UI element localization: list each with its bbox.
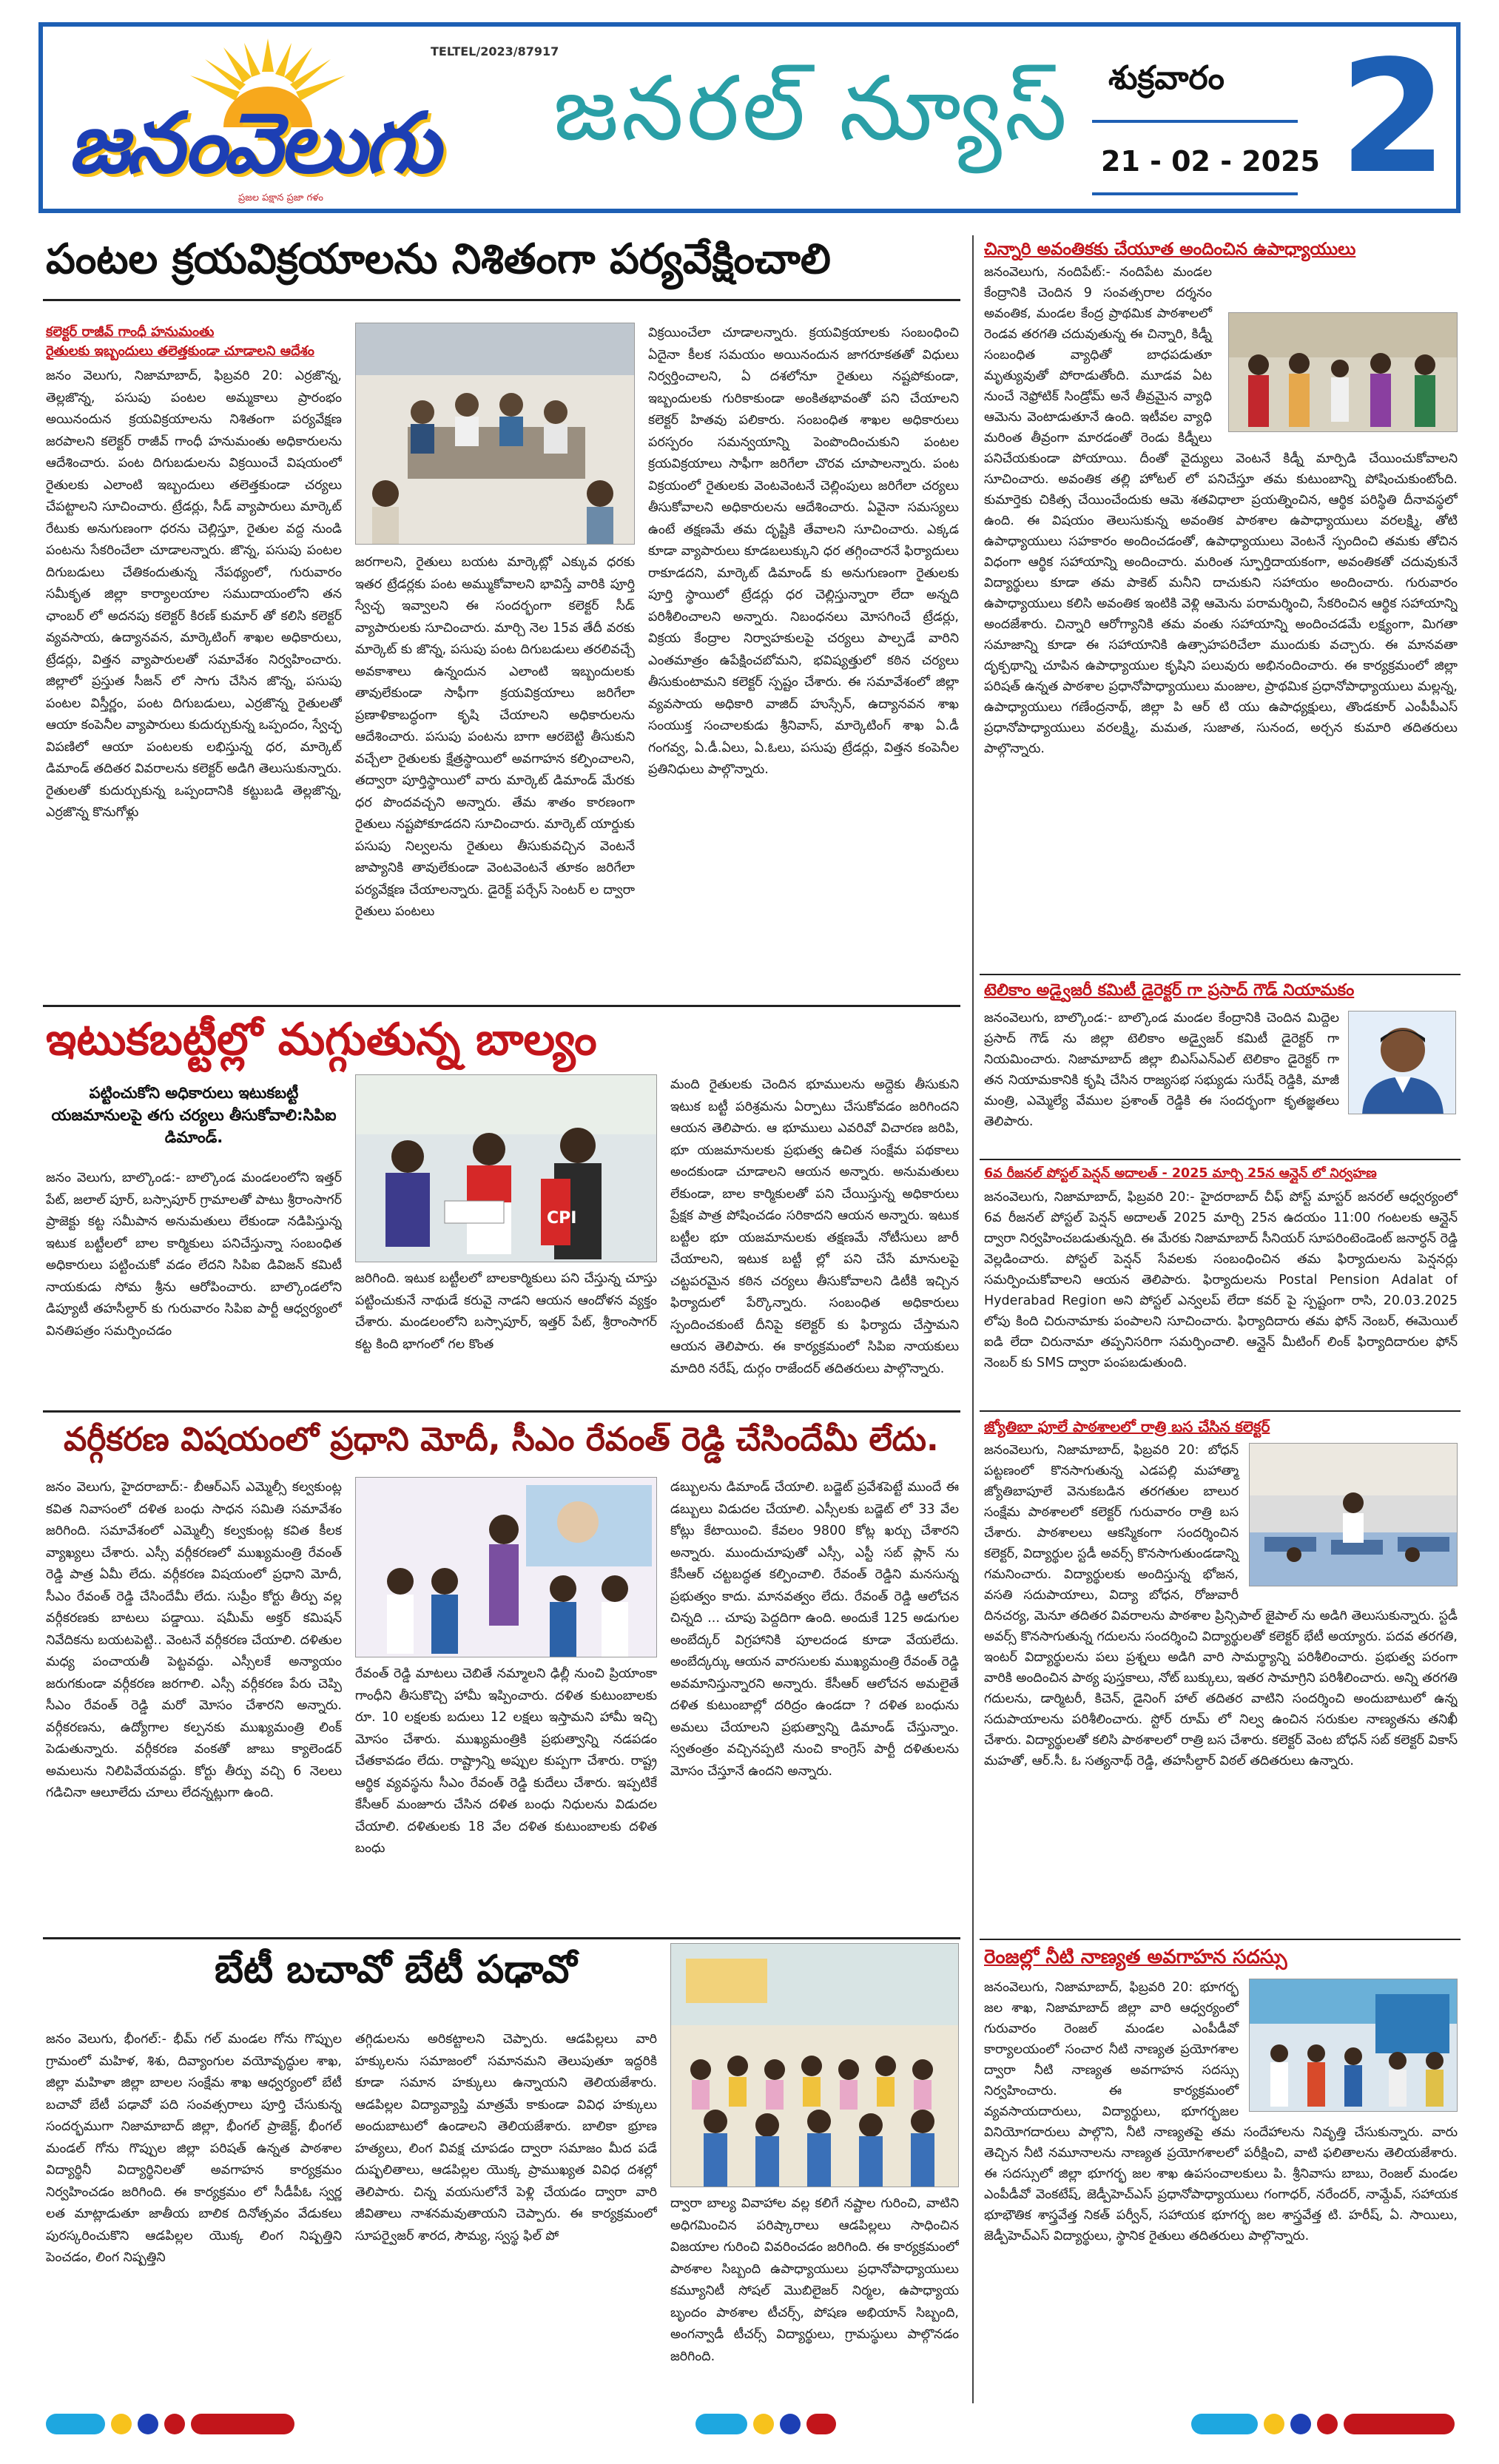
footer-dot [753, 2414, 774, 2434]
article-headline: చిన్నారి అవంతికకు చేయూత అందించిన ఉపాధ్యాయులు [984, 240, 1356, 259]
footer-bar [1191, 2414, 1258, 2434]
footer-dot [1317, 2414, 1338, 2434]
registration-number: TELTEL/2023/87917 [431, 44, 559, 58]
article-subheadline: రైతులకు ఇబ్బందులు తలెత్తకుండా చూడాలని ఆదేశం [46, 343, 314, 359]
divider [980, 1939, 1461, 1940]
article-headline: జ్యోతిబా ఫూలే పాఠశాలలో రాత్రి బస చేసిన కలెక్టర్ [984, 1418, 1270, 1435]
article-headline: వర్గీకరణ విషయంలో ప్రధాని మోదీ, సీఎం రేవంత్ రెడ్డి చేసిందేమీ లేదు. [64, 1421, 939, 1458]
article-body: జరగాలని, రైతులు బయట మార్కెట్లో ఎక్కువ ధరకు ఇతర ట్రేడర్లకు పంట అమ్ముకోవాలని భావిస్తే వారికి పూర్తి స్వేచ్ఛ ఇవ్వాలని ఈ సందర్భంగా కలెక్టర్ సీడ్ వ్యాపారులకు సూచించారు. మార్చి నెల 15వ తేదీ వరకు మార్కెట్ కు జొన్న, పసుపు పంట దిగుబడులు తరలివచ్చే అవకాశాలు ఉన్నందున ఎలాంటి ఇబ్బందులకు తావులేకుండా సాఫీగా క్రయవిక్రయాలు జరిగేలా ప్రణాళికాబద్ధంగా కృషి చేయాలని అధికారులను ఆదేశించారు. పసుపు పంటను బాగా ఆరబెట్టి తీసుకుని వచ్చేలా రైతులకు క్షేత్రస్థాయిలో అవగాహన కల్పించాలని, తద్వారా పూర్తిస్థాయిలో వారు మార్కెట్ డిమాండ్ మేరకు ధర పొందవచ్చని అన్నారు. తేమ శాతం కారణంగా రైతులు నష్టపోకూడదని సూచించారు. మార్కెట్ యార్డుకు పసుపు నిల్వలను రైతులు తీసుకువచ్చిన వెంటనే జాప్యానికి తావులేకుండా వెంటవెంటనే తూకం జరిగేలా పర్యవేక్షణ చేయాలన్నారు. డైరెక్ట్ పర్చేస్ సెంటర్ ల ద్వారా రైతులు పంటలు [355, 555, 635, 919]
article-headline: పంటల క్రయవిక్రయాలను నిశితంగా పర్యవేక్షించాలి [46, 235, 831, 283]
article-body [984, 1440, 1458, 1937]
article-headline: 6వ రీజనల్ పోస్టల్ పెన్షన్ అదాలత్ - 2025 మార్చి 25న ఆన్లైన్ లో నిర్వహణ [984, 1166, 1377, 1181]
logo-tagline: ప్రజల పక్షాన ప్రజా గళం [238, 192, 323, 203]
footer-dot [164, 2414, 185, 2434]
issue-date: 21 - 02 - 2025 [1101, 145, 1320, 178]
article-body: జనంవెలుగు, నిజామాబాద్, ఫిబ్రవరి 20:- హైదరాబాద్ చీఫ్ పోస్ట్ మాస్టర్ జనరల్ ఆధ్వర్యంలో 6వ రీజనల్ పోస్టల్ పెన్షన్ అదాలత్ 2025 మార్చి 25న ఉదయం 11:00 గంటలకు ఆన్లైన్ ద్వారా నిర్వహించబడుతున్నది. ఈ మేరకు నిజామాబాద్ సీనియర్ సూపరింటెండెంట్ జనార్ధన్ రెడ్డి వెల్లడించారు. పోస్టల్ పెన్షన్ సేవలకు సంబంధించిన తమ ఫిర్యాదులను పెన్షనర్లు సమర్పించుకోవాలని ఆయన తెలిపారు. ఫిర్యాదులను Postal Pension Adalat of Hyderabad Region అని పోస్టల్ ఎన్వలప్ లేదా కవర్ పై స్పష్టంగా రాసి, 20.03.2025 లోపు కింది చిరునామాకు పంపాలని సూచించారు. ఫిర్యాదిదారు తమ ఫోన్ నెంబర్, ఈమెయిల్ ఐడి లేదా చిరునామా తప్పనిసరిగా సమర్పించాలి. ఆన్లైన్ మీటింగ్ లింక్ ఫిర్యాదిదారుల ఫోన్ నెంబర్ కు SMS ద్వారా పంపబడుతుంది. [984, 1190, 1458, 1370]
article-body [984, 1977, 1458, 2402]
article-body: ద్వారా బాల్య వివాహాల వల్ల కలిగే నష్టాల గురించి, వాటిని అధిగమించిన పరిష్కారాలు ఆడపిల్లలు సాధించిన విజయాల గురించి వివరించడం జరిగింది. ఈ కార్యక్రమంలో పాఠశాల సిబ్బంది ఉపాధ్యాయులు ప్రధానోపాధ్యాయులు కమ్యూనిటీ సోషల్ మొబిలైజర్ నిర్మల, ఉపాధ్యాయ బృందం పాఠశాల టీచర్స్, పోషణ అభియాన్ సిబ్బంది, అంగన్వాడీ టీచర్స్ విద్యార్థులు, గ్రామస్థులు పాల్గొనడం జరిగింది. [670, 2196, 959, 2364]
divider [1092, 120, 1298, 123]
section-title: జనరల్ న్యూస్ [553, 58, 1070, 161]
photo-spacer [1339, 1008, 1458, 1119]
divider [980, 1159, 1461, 1160]
article-body: జనం వెలుగు, హైదరాబాద్:- బీఆర్ఎస్ ఎమ్మెల్సీ కల్వకుంట్ల కవిత నివాసంలో దళిత బంధు సాధన సమితి సమావేశం జరిగింది. సమావేశంలో ఎమ్మెల్సీ కల్వకుంట్ల కవిత కీలక వ్యాఖ్యలు చేశారు. ఎస్సీ వర్గీకరణలో ముఖ్యమంత్రి రేవంత్ రెడ్డి పాత్ర ఏమీ లేదు. వర్గీకరణ విషయంలో ప్రధాని మోదీ, సీఎం రేవంత్ రెడ్డి చేసిందేమీ లేదు. సుప్రీం కోర్టు తీర్పు వల్ల వర్గీకరణకు బాటలు పడ్డాయి. షమీమ్ అక్తర్ కమిషన్ నివేదికను బయటపెట్టి.. వెంటనే వర్గీకరణ చేయాలి. దళితుల మధ్య పంచాయతీ పెట్టవద్దు. ఎస్సీలకే అన్యాయం జరుగకుండా వర్గీకరణ జరగాలి. ఎస్సీ వర్గీకరణ పేరు చెప్పి సీఎం రేవంత్ రెడ్డి మరో మోసం చేశారని అన్నారు. వర్గీకరణను, ఉద్యోగాల కల్పనకు ముఖ్యమంత్రి లింక్ పెడుతున్నారు. వర్గీకరణ వంకతో జాబు క్యాలెండర్ అమలును నిలిపివేయవద్దు. కోర్టు తీర్పు వచ్చి 6 నెలలు గడిచినా ఆలూలేదు చూలు లేదన్నట్లుగా ఉంది. [46, 1480, 342, 1800]
article-text: జనంవెలుగు, నిజామాబాద్, ఫిబ్రవరి 20: బోధన్ పట్టణంలో కొనసాగుతున్న ఎడపల్లి మహాత్మా జ్యోతిబాపూలే వెనుకబడిన తరగతుల బాలుర సంక్షేమ పాఠశాలలో కలెక్టర్ గురువారం రాత్రి బస చేశారు. పాఠశాలలు ఆకస్మికంగా సందర్శించిన కలెక్టర్, విద్యార్థుల స్టడీ అవర్స్ కొనసాగుతుండడాన్ని గమనించారు. విద్యార్థులకు అందిస్తున్న భోజన, వసతి సదుపాయాలు, విద్యా బోధన, రోజువారీ దినచర్య, మెనూ తదితర వివరాలను పాఠశాల ప్రిన్సిపాల్ జైపాల్ ను అడిగి తెలుసుకున్నారు. స్టడీ అవర్స్ కొనసాగుతున్న గదులను సందర్శించి విద్యార్థులతో కలెక్టర్ భేటీ అయ్యారు. పదవ తరగతి, ఇంటర్ విద్యార్థులను పలు ప్రశ్నలు అడిగి వారి సామర్థ్యాన్ని పరిశీలించారు. ప్రభుత్వ పరంగా వారికి అందించిన పాఠ్య పుస్తకాలు, నోట్ బుక్కులు, ఇతర సామాగ్రిని పరిశీలించారు. అన్ని తరగతి గదులను, డార్మిటరీ, కిచెన్, డైనింగ్ హాల్ తదితర వాటిని సందర్శించి అందుబాటులో ఉన్న సదుపాయాలను పరిశీలించారు. స్టోర్ రూమ్ లో నిల్వ ఉంచిన సరుకుల నాణ్యతను తనిఖీ చేశారు. విద్యార్థులతో కలిసి పాఠశాలలో రాత్రి బస చేశారు. కలెక్టర్ వెంట బోధన్ సబ్ కలెక్టర్ వికాస్ మహతో, ఆర్.సీ. ఓ సత్యనాథ్ రెడ్డి, తహసీల్దార్ విఠల్ తదితరులు ఉన్నారు. [984, 1443, 1458, 1768]
footer-bar [191, 2414, 294, 2434]
divider [980, 1410, 1461, 1412]
masthead [38, 22, 1461, 213]
issue-day: శుక్రవారం [1108, 59, 1225, 97]
divider [43, 1410, 960, 1413]
logo-wordmark: జనంవెలుగు [68, 95, 438, 192]
footer-dot [1290, 2414, 1311, 2434]
divider [43, 1005, 960, 1007]
divider [1092, 192, 1298, 195]
article-headline: రెంజల్లో నీటి నాణ్యత అవగాహన సదస్సు [984, 1946, 1287, 1968]
article-headline: టెలికాం అడ్వైజరీ కమిటీ డైరెక్టర్ గా ప్రసాద్ గౌడ్ నియామకం [984, 981, 1355, 1000]
article-subheadline: కలెక్టర్ రాజీవ్ గాంధీ హనుమంతు [46, 324, 215, 340]
footer-dot [780, 2414, 801, 2434]
svg-text:CPI: CPI [547, 1209, 577, 1228]
awareness-program-photo [670, 1943, 959, 2187]
footer-dot [1264, 2414, 1284, 2434]
photo-spacer [1239, 1977, 1458, 2118]
article-body: జనం వెలుగు, నిజామాబాద్, ఫిబ్రవరి 20: ఎర్రజొన్న, తెల్లజొన్న, పసుపు పంటల అమ్మకాలు ప్రారంభం అయినందున క్రయవిక్రయాలను నిశితంగా పర్యవేక్షణ జరపాలని కలెక్టర్ రాజీవ్ గాంధీ హనుమంతు అధికారులను ఆదేశించారు. పంట దిగుబడులను విక్రయించే విషయంలో రైతులకు ఎలాంటి ఇబ్బందులు తలెత్తకుండా చర్యలు చేపట్టాలని సూచించారు. ట్రేడర్లు, సీడ్ వ్యాపారులు మార్కెట్ రేటుకు అనుగుణంగా ధరను చెల్లిస్తూ, రైతుల వద్ద నుండి పంటను సేకరించేలా చూడాలన్నారు. జొన్న, పసుపు పంటల దిగుబడులు చేతికందుతున్న నేపథ్యంలో, గురువారం సమీకృత జిల్లా కార్యాలయాల సముదాయంలోని తన ఛాంబర్ లో అదనపు కలెక్టర్ కిరణ్ కుమార్ తో కలిసి కలెక్టర్ వ్యవసాయ, ఉద్యానవన, మార్కెటింగ్ శాఖల అధికారులు, ట్రేడర్లు, విత్తన వ్యాపారులతో సమావేశం నిర్వహించారు. జిల్లాలో ప్రస్తుత సీజన్ లో సాగు చేసిన జొన్న, పసుపు పంటల విస్తీర్ణం, పంట దిగుబడులు, ఎర్రజొన్న రైతులతో ఆయా కంపెనీల వ్యాపారులు కుదుర్చుకున్న ఒప్పందం, స్వేచ్ఛ విపణిలో ఆయా పంటలకు లభిస్తున్న ధర, మార్కెట్ డిమాండ్ తదితర వివరాలను కలెక్టర్ అడిగి తెలుసుకున్నారు. రైతులతో కుదుర్చుకున్న ఒప్పందానికి కట్టుబడి తెల్లజొన్న, ఎర్రజొన్న కొనుగోళ్లు [46, 368, 342, 820]
divider [43, 1937, 960, 1939]
article-subheadline: పట్టించుకోని అధికారులు ఇటుకబట్టీ యజమానులపై తగు చర్యలు తీసుకోవాలి:సిపిఐ డిమాండ్. [51, 1084, 337, 1146]
column-divider [972, 235, 974, 2403]
divider [43, 299, 960, 301]
article-headline: బేటీ బచావో బేటీ పఢావో [215, 1948, 577, 1992]
meeting-photo [355, 323, 635, 545]
footer-bar [806, 2414, 836, 2434]
newspaper-logo [53, 31, 559, 206]
article-body: జనం వెలుగు, భీంగల్:- భీమ్ గల్ మండల గోను గొప్పుల గ్రామంలో మహిళ, శిశు, దివ్యాంగుల వయోవృద్ధుల శాఖ, జిల్లా మహిళా జిల్లా బాలల సంక్షేమ శాఖ ఆధ్వర్యంలో బేటీ బచావో బేటీ పఢావో పది సంవత్సరాలు పూర్తి చేసుకున్న సందర్భముగా నిజామాబాద్ జిల్లా, భీంగల్ ప్రాజెక్ట్, భీంగల్ మండల్ గోను గొప్పుల జిల్లా పరిషత్ ఉన్నత పాఠశాల విద్యార్థినీ విద్యార్థినిలతో అవగాహన కార్యక్రమం నిర్వహించడం జరిగింది. ఈ కార్యక్రమం లో సీడీపీఓ స్వర్ణ లత మాట్లాడుతూ జాతీయ బాలిక దినోత్సవం వేడుకలు పురస్కరించుకొని ఆడపిల్లల యొక్క లింగ నిష్పత్తిని పెంచడం, లింగ నిష్పత్తిని [46, 2032, 342, 2265]
article-text: జనంవెలుగు, నందిపేట్:- నందిపేట మండల కేంద్రానికి చెందిన 9 సంవత్సరాల దర్శనం అవంతిక, మండల కేంద్ర ప్రాథమిక పాఠశాలలో రెండవ తరగతి చదువుతున్న ఈ చిన్నారి, కిడ్నీ సంబంధిత వ్యాధితో బాధపడుతూ మృత్యువుతో పోరాడుతోంది. మూడవ ఏట నుంచే నెఫ్రోటిక్ సిండ్రోమ్ అనే తీవ్రమైన వ్యాధి ఆమెను వెంటాడుతూనే ఉంది. ఇటీవల వ్యాధి మరింత తీవ్రంగా మారడంతో రెండు కిడ్నీలు పనిచేయకుండా పోయాయి. దీంతో వైద్యులు వెంటనే కిడ్నీ మార్పిడి చేయించుకోవాలని సూచించారు. అవంతిక తల్లి హోటల్ లో పనిచేస్తూ తమ కుటుంబాన్ని పోషించుకుంటోంది. కుమార్తెకు చికిత్స చేయించేందుకు ఆమె శతవిధాలా ప్రయత్నించిన, ఆర్థిక పరిస్థితి దీనావస్థలో ఉంది. ఈ విషయం తెలుసుకున్న అవంతిక పాఠశాల ఉపాధ్యాయులు వరలక్ష్మి, తోటి ఉపాధ్యాయులు సహకారం అందించడంతో, ఉపాధ్యాయులు వెంటనే స్పందించి తమకు తోచిన విధంగా ఆర్థిక సహాయాన్ని అందించారు. మరింత స్ఫూర్తిదాయకంగా, అవంతికతో చదువుకునే విద్యార్థులు కూడా తమ పాకెట్ మనీని దాచుకుని సహాయం అందించారు. గురువారం ఉపాధ్యాయులు కలిసి అవంతిక ఇంటికి వెళ్లి ఆమెను పరామర్శించి, సేకరించిన ఆర్థిక సహాయాన్ని అందజేశారు. చిన్నారి ఆరోగ్యానికి తమ వంతు సహాయాన్ని అందించడమే లక్ష్యంగా, మిగతా సమాజాన్ని కూడా ఈ సహాయానికి ఉత్సాహపరిచేలా ముందుకు వచ్చారు. ఈ మానవతా దృక్పథాన్ని చూపిన ఉపాధ్యాయుల కృషిని పలువురు అభినందించారు. ఈ కార్యక్రమంలో జిల్లా పరిషత్ ఉన్నత పాఠశాల ప్రధానోపాధ్యాయులు మంజుల, ప్రాథమిక ప్రధానోపాధ్యాయులు మల్లన్న, ఉపాధ్యాయులు గణేంద్రనాథ్, జిల్లా పి ఆర్ టి యు ఉపాధ్యక్షులు, తొండకూర్ ఎంపీపీఎస్ ప్రధానోపాధ్యాయులు వరలక్ష్మి, మమత, సుజాత, సునంద, అర్చన కుమారి తదితరులు పాల్గొన్నారు. [984, 265, 1458, 756]
article-body: రేవంత్ రెడ్డి మాటలు చెబితే నమ్మాలని ఢిల్లీ నుంచి ప్రియాంకా గాంధీని తీసుకొచ్చి హామీ ఇప్పించారు. దళిత కుటుంబాలకు రూ. 10 లక్షలకు బదులు 12 లక్షలు ఇస్తామని హామీ ఇచ్చి మోసం చేశారు. ముఖ్యమంత్రికి ప్రభుత్వాన్ని నడపడం చేతకావడం లేదు. రాష్ట్రాన్ని అప్పుల కుప్పగా చేశారు. రాష్ట్ర ఆర్థిక వ్యవస్థను సీఎం రేవంత్ రెడ్డి కుదేలు చేశారు. ఇప్పటికే కేసీఆర్ మంజూరు చేసిన దళిత బంధు నిధులను విడుదల చేయాలి. దళితులకు 18 వేల దళిత కుటుంబాలకు దళిత బంధు [355, 1666, 657, 1856]
article-body: విక్రయించేలా చూడాలన్నారు. క్రయవిక్రయాలకు సంబంధించి ఏదైనా కీలక సమయం అయినందున జాగరూకతతో విధులు నిర్వర్తించాలని, ఏ దశలోనూ రైతులు నష్టపోకుండా, ఇబ్బందులకు గురికాకుండా అంకితభావంతో పని చేయాలని కలెక్టర్ హితవు పలికారు. సంబంధిత శాఖల అధికారులు పరస్పరం సమన్వయాన్ని పెంపొందించుకుని పంటల క్రయవిక్రయాలు సాఫీగా జరిగేలా చొరవ చూపాలన్నారు. పంట విక్రయంలో రైతులకు వెంటవెంటనే చెల్లింపులు జరిగేలా చర్యలు తీసుకోవాలని అధికారులను ఆదేశించారు. ఏవైనా సమస్యలు ఉంటే తక్షణమే తమ దృష్టికి తేవాలని సూచించారు. ఎక్కడ కూడా వ్యాపారులు కూడబలుక్కుని ధర తగ్గించారనే ఫిర్యాదులు రాకూడదని, మార్కెట్ డిమాండ్ కు అనుగుణంగా రైతులకు పూర్తి స్థాయిలో ట్రేడర్లు ధర చెల్లిస్తున్నారా లేదా అన్నది పరిశీలించాలని అన్నారు. నిబంధనలు మోసగించే ట్రేడర్లు, విక్రయ కేంద్రాల నిర్వాహకులపై చర్యలు పాల్పడే వారిని ఎంతమాత్రం ఉపేక్షించబోమని, భవిష్యత్తులో కఠిన చర్యలు తీసుకుంటామని కలెక్టర్ స్పష్టం చేశారు. ఈ సమావేశంలో జిల్లా వ్యవసాయ అధికారి వాజిద్ హుస్సేన్, ఉద్యానవన శాఖ సంయుక్త సంచాలకుడు శ్రీనివాస్, మార్కెటింగ్ శాఖ ఏ.డీ గంగవ్వ, ఏ.డీ.ఏలు, ఏ.ఓలు, పసుపు ట్రేడర్లు, విత్తన కంపెనీల ప్రతినిధులు పాల్గొన్నారు. [648, 326, 959, 777]
article-body [984, 1008, 1458, 1153]
meeting-photo [355, 1477, 657, 1657]
article-body: తగ్గిడులను అరికట్టాలని చెప్పారు. ఆడపిల్లలు వారి హక్కులను సమాజంలో సమానమని తెలుపుతూ ఇద్దరికి కూడా సమాన హక్కులు ఉన్నాయని తెలియజేశారు. ఆడపిల్లల విద్యావ్యాప్తి మాత్రమే కాకుండా వివిధ హక్కులు అందుబాటులో ఉండాలని తెలియజేశారు. బాలికా భ్రూణ హత్యలు, లింగ వివక్ష చూపడం ద్వారా సమాజం మీద పడే దుష్ఫలితాలు, ఆడపిల్లల యొక్క ప్రాముఖ్యత వివిధ దశల్లో తెలిపారు. చిన్న వయసులోనే పెళ్లి చేయడం ద్వారా వారి జీవితాలు నాశనమవుతాయని చెప్పారు. ఈ కార్యక్రమంలో సూపర్వైజర్ శారద, సౌమ్య, స్వస్థ ఫిల్ పో [355, 2032, 657, 2243]
article-body: డబ్బులను డిమాండ్ చేయాలి. బడ్జెట్ ప్రవేశపెట్టే ముందే ఈ డబ్బులు విడుదల చేయాలి. ఎస్సీలకు బడ్జెట్ లో 33 వేల కోట్లు కేటాయించి. కేవలం 9800 కోట్ల ఖర్చు చేశారని అన్నారు. ముందుచూపుతో ఎస్సీ, ఎస్టీ సబ్ ప్లాన్ ను కేసీఆర్ చట్టబద్ధత కల్పించాలి. రేవంత్ రెడ్డిని మనసున్న ప్రభుత్వం కాదు. మానవత్వం లేదు. రేవంత్ రెడ్డి ఆలోచన చిన్నది ... చూపు పెద్దదిగా ఉంది. అందుకే 125 అడుగుల అంబేద్కర్ విగ్రహానికి పూలదండ కూడా వేయలేదు. అంబేద్కర్కు ఆయన వారసులకు ముఖ్యమంత్రి రేవంత్ రెడ్డి అవమానిస్తున్నారని అన్నారు. కేసీఆర్ ఆలోచన అమలైతే దళిత కుటుంబాల్లో దరిద్రం ఉండదా ? దళిత బంధును అమలు చేయాలని ప్రభుత్వాన్ని డిమాండ్ చేస్తున్నాం. స్వతంత్రం వచ్చినప్పటి నుంచి కాంగ్రెస్ పార్టీ దళితులను మోసం చేస్తూనే ఉందని అన్నారు. [670, 1480, 959, 1779]
article-text: జనంవెలుగు, నిజామాబాద్, ఫిబ్రవరి 20: భూగర్భ జల శాఖ, నిజామాబాద్ జిల్లా వారి ఆధ్వర్యంలో గురువారం రెంజల్ మండల ఎంపీడీవో కార్యాలయంలో సంచార నీటి నాణ్యత ప్రయోగశాల ద్వారా నీటి నాణ్యత అవగాహన సదస్సు నిర్వహించారు. ఈ కార్యక్రమంలో వ్యవసాయదారులు, విద్యార్థులు, భూగర్భజల వినియోగదారులు పాల్గొని, నీటి నాణ్యతపై తమ సందేహాలను నివృత్తి చేసుకున్నారు. వారు తెచ్చిన నీటి నమూనాలను నాణ్యత ప్రయోగశాలలో పరీక్షించి, వాటి ఫలితాలను తెలియజేశారు. ఈ సదస్సులో జిల్లా భూగర్భ జల శాఖ ఉపసంచాలకులు పి. శ్రీనివాసు బాబు, రెంజల్ మండల ఎంపీడీవో వెంకటేష్, జెడ్పీహెచ్ఎస్ ప్రధానోపాధ్యాయులు గంగాధర్, నరేందర్, నామ్దేవ్, సహాయక భూభౌతిక శాస్త్రవేత్త నికత్ పర్వీన్, సహాయక భూగర్భ జల శాస్త్రవేత్త టి. హరీష్, ఏ. సాయిలు, జెడ్పీహెచ్ఎస్ విద్యార్థులు, స్థానిక రైతులు తదితరులు పాల్గొన్నారు. [984, 1980, 1458, 2243]
footer-dot [111, 2414, 132, 2434]
photo-spacer [1212, 262, 1458, 440]
article-body: జనం వెలుగు, బాల్కొండ:- బాల్కొండ మండలంలోని ఇత్తర్ పేట్, జలాల్ పూర్, బస్సాపూర్ గ్రామాలతో పాటు శ్రీరాంసాగర్ ప్రాజెక్టు కట్ట సమీపాన అనుమతులు లేకుండా నడిపిస్తున్న ఇటుక బట్టీలలో బాల కార్మికులు పనిచేస్తున్నా సంబంధిత అధికారులు పట్టించుకో వడం లేదని సిపిఐ డివిజన్ కమిటీ నాయకుడు సోమ శ్రీను ఆరోపించారు. బాల్కొండలోని డిప్యూటీ తహసీల్దార్ కు గురువారం సిపిఐ పార్టీ ఆధ్వర్యంలో వినతిపత్రం సమర్పించడం [46, 1171, 342, 1339]
article-headline: ఇటుకబట్టీల్లో మగ్గుతున్న బాల్యం [46, 1014, 597, 1066]
divider [980, 974, 1461, 975]
article-text: జనంవెలుగు, బాల్కొండ:- బాల్కొండ మండల కేంద్రానికి చెందిన మిద్దెల ప్రసాద్ గౌడ్ ను జిల్లా టెలికాం అడ్వైజర్ కమిటీ డైరెక్టర్ గా నియమించారు. నిజామాబాద్ జిల్లా బిఎస్ఎన్ఎల్ టెలికాం డైరెక్టర్ గా తన నియామకానికి కృషి చేసిన రాజ్యసభ సభ్యుడు సురేష్ రెడ్డికి, మాజీ మంత్రి, ఎమ్మెల్యే వేముల ప్రశాంత్ రెడ్డికి ఈ సందర్భంగా కృతజ్ఞతలు తెలిపారు. [984, 1011, 1339, 1129]
footer-dot [138, 2414, 158, 2434]
page-number: 2 [1339, 27, 1448, 208]
article-body: మంది రైతులకు చెందిన భూములను అద్దెకు తీసుకుని ఇటుక బట్టీ పరిశ్రమను ఏర్పాటు చేసుకోవడం జరిగిందని ఆయన తెలిపారు. ఆ భూములు ఎవరివో విచారణ జరిపి, భూ యజమానులకు ప్రభుత్వ ఉచిత సంక్షేమ పథకాలు అందకుండా చూడాలని ఆయన అన్నారు. అనుమతులు లేకుండా, బాల కార్మికులతో పని చేయిస్తున్న అధికారులు ప్రేక్షక పాత్ర పోషించడం సరికాదని ఆయన అన్నారు. ఇటుక బట్టీల భూ యజమానులకు తక్షణమే నోటీసులు జారీ చేయాలని, ఇటుక బట్టీ ల్లో పని చేసే మానులపై చట్టపరమైన కఠిన చర్యలు తీసుకోవాలని డిటీకి ఇచ్చిన ఫిర్యాదులో పేర్కొన్నారు. సంబంధిత అధికారులు స్పందించకుంటే దీనిపై కలెక్టర్ కు ఫిర్యాదు చేస్తామని ఆయన తెలిపారు. ఈ కార్యక్రమంలో సిపిఐ నాయకులు మాదిరి నరేష్, దుర్గం రాజేందర్ తదితరులు పాల్గొన్నారు. [670, 1077, 959, 1376]
memorandum-photo [355, 1074, 657, 1262]
footer-bar [46, 2414, 105, 2434]
article-body: జరిగింది. ఇటుక బట్టీలలో బాలకార్మికులు పని చేస్తున్న చూస్తు పట్టించుకునే నాథుడే కరువై నాడని ఆయన ఆందోళన వ్యక్తం చేశారు. మండలంలోని బస్సాపూర్, ఇత్తర్ పేట్, శ్రీరాంసాగర్ కట్ట కింది భాగంలో గల కొంత [355, 1271, 657, 1352]
footer-bar [1344, 2414, 1455, 2434]
photo-spacer [1239, 1440, 1458, 1591]
article-body [984, 262, 1458, 972]
footer-bar [695, 2414, 747, 2434]
